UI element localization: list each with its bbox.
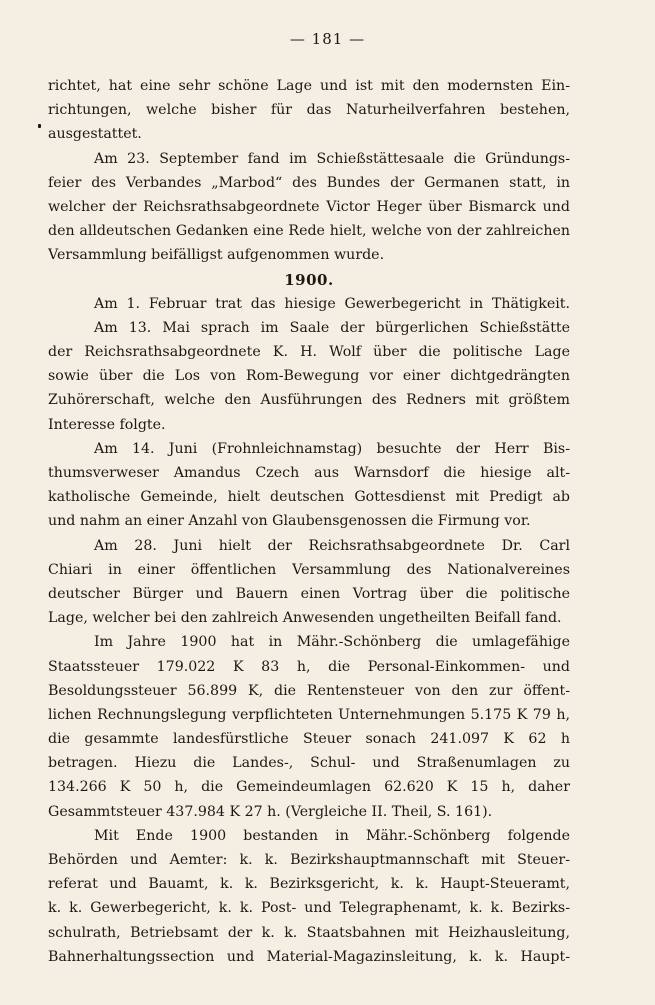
- text-line: lichen Rechnungslegung verpflichteten Unternehmungen 5.175 K 79 h,: [48, 706, 570, 723]
- text-line: Besoldungssteuer 56.899 K, die Rentensteuer von den zur öffent-: [48, 682, 570, 699]
- text-line: Bahnerhaltungssection und Material-Magazinsleitung, k. k. Haupt-: [48, 948, 570, 965]
- text-line: Behörden und Aemter: k. k. Bezirkshauptmannschaft mit Steuer-: [48, 852, 570, 868]
- text-line: richtet, hat eine sehr schöne Lage und ist mit den modernsten Ein-: [48, 78, 570, 94]
- text-line: und nahm an einer Anzahl von Glaubensgenossen die Firmung vor.: [48, 513, 531, 530]
- section-heading-year: 1900.: [284, 270, 334, 289]
- text-line: katholische Gemeinde, hielt deutschen Gottesdienst mit Predigt ab: [48, 489, 570, 506]
- text-line: richtungen, welche bisher für das Naturheilverfahren bestehen,: [48, 102, 570, 119]
- text-line: schulrath, Betriebsamt der k. k. Staatsbahnen mit Heizhausleitung,: [48, 924, 570, 941]
- text-line: ausgestattet.: [48, 126, 142, 143]
- text-line: Am 13. Mai sprach im Saale der bürgerlichen Schießstätte: [94, 319, 570, 336]
- text-line: den alldeutschen Gedanken eine Rede hielt, welche von der zahlreichen: [48, 223, 570, 240]
- text-line: referat und Bauamt, k. k. Bezirksgericht, k. k. Haupt-Steueramt,: [48, 876, 570, 893]
- text-line: betragen. Hiezu die Landes-, Schul- und Straßenumlagen zu: [48, 755, 570, 772]
- text-line: die gesammte landesfürstliche Steuer sonach 241.097 K 62 h: [48, 731, 570, 748]
- text-line: Chiari in einer öffentlichen Versammlung des Nationalvereines: [48, 561, 570, 578]
- text-line: Zuhörerschaft, welche den Ausführungen des Redners mit größtem: [48, 392, 570, 409]
- text-line: Versammlung beifälligst aufgenommen wurde.: [48, 247, 385, 264]
- text-line: Lage, welcher bei den zahlreich Anwesenden ungetheilten Beifall fand.: [48, 610, 562, 627]
- text-line: k. k. Gewerbegericht, k. k. Post- und Telegraphenamt, k. k. Bezirks-: [48, 900, 570, 917]
- page-number: — 181 —: [289, 30, 366, 48]
- text-line: Am 1. Februar trat das hiesige Gewerbegericht in Thätigkeit.: [94, 295, 570, 312]
- text-line: Staatssteuer 179.022 K 83 h, die Personal-Einkommen- und: [48, 658, 570, 675]
- text-line: sowie über die Los von Rom-Bewegung vor einer dichtgedrängten: [48, 368, 570, 385]
- text-line: der Reichsrathsabgeordnete K. H. Wolf über die politische Lage: [48, 344, 570, 361]
- text-line: feier des Verbandes „Marbod“ des Bundes der Germanen statt, in: [48, 174, 570, 191]
- body-text: [48, 74, 570, 969]
- text-line: Im Jahre 1900 hat in Mähr.-Schönberg die umlagefähige: [94, 634, 570, 651]
- text-line: Am 14. Juni (Frohnleichnamstag) besuchte der Herr Bis-: [94, 440, 570, 457]
- text-line: Am 28. Juni hielt der Reichsrathsabgeordnete Dr. Carl: [94, 537, 570, 554]
- text-line: thumsverweser Amandus Czech aus Warnsdorf die hiesige alt-: [48, 465, 570, 481]
- text-line: Am 23. September fand im Schießstättesaale die Gründungs-: [94, 150, 570, 167]
- margin-mark: [38, 124, 41, 128]
- text-line: 134.266 K 50 h, die Gemeindeumlagen 62.620 K 15 h, daher: [48, 779, 570, 796]
- text-line: Gesammtsteuer 437.984 K 27 h. (Vergleiche II. Theil, S. 161).: [48, 803, 493, 820]
- text-line: Mit Ende 1900 bestanden in Mähr.-Schönberg folgende: [94, 827, 570, 844]
- text-line: deutscher Bürger und Bauern einen Vortrag über die politische: [48, 585, 570, 602]
- text-line: Interesse folgte.: [48, 416, 166, 433]
- text-line: welcher der Reichsrathsabgeordnete Victor Heger über Bismarck und: [48, 198, 570, 215]
